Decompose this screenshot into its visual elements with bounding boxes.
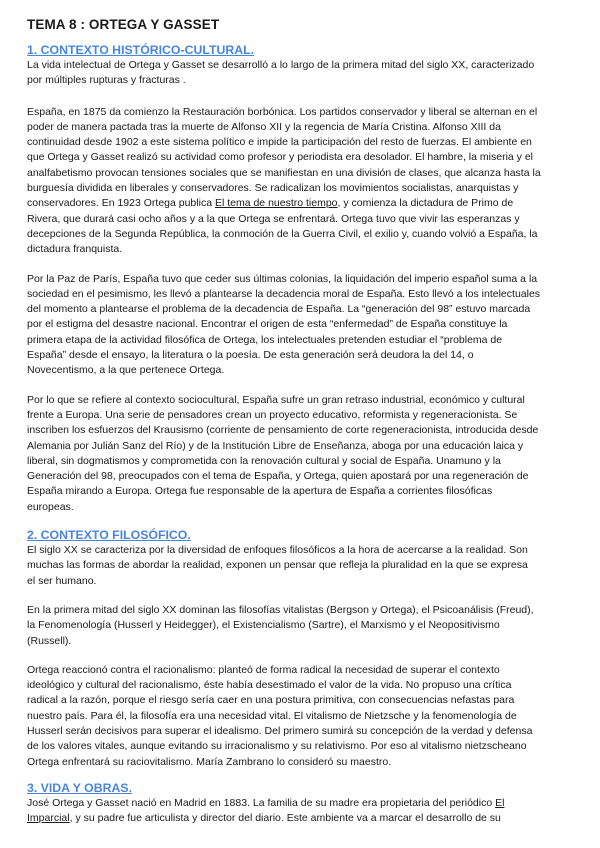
- newspaper-title-el-imparcial: El Imparcial: [27, 796, 505, 825]
- book-title-el-tema-de-nuestro-tiempo: El tema de nuestro tiempo: [214, 197, 338, 210]
- paragraph-siglo-xx: El siglo XX se caracteriza por la diversidad de enfoques filosóficos a la hora de acercarse a la realidad. Son muchas las formas de abordar la realidad, exponen un pensar que refleja la pluralidad en la que se expresa el ser humano.: [27, 544, 528, 587]
- paragraph-vida-after: , y su padre fue articulista y director del diario. Este ambiente va a marcar el desarrollo de su: [69, 812, 501, 825]
- section-heading-contexto-filosofico: 2. CONTEXTO FILOSÓFICO.: [27, 528, 191, 543]
- paragraph-racionalismo: Ortega reaccionó contra el racionalismo: planteó de forma radical la necesidad de superar el contexto ideológico y cultural del racionalismo, éste había desestimado el valor de la vida. No propuso una crítica radical a la razón, porque el riesgo sería caer en una postura primitiva, con consecuencias nefastas para nuestro país. Para él, la filosofía era una necesidad vital. El vitalismo de Nietzsche y la fenomenología de Husserl serán decisivos para superar el idealismo. Del primero sumirá su concepción de la verdad y defensa de los valores vitales, aunque evitando su irracionalismo y su relativismo. Por eso al vitalismo nietzscheano Ortega enfrentará su raciovitalismo. María Zambrano lo consideró su maestro.: [27, 663, 533, 768]
- paragraph-intro: La vida intelectual de Ortega y Gasset se desarrolló a lo largo de la primera mitad del siglo XX, caracterizado por múltiples rupturas y fracturas .: [27, 59, 535, 87]
- paragraph-vida: [27, 796, 575, 827]
- paragraph-restauracion-before: España, en 1875 da comienzo la Restauración borbónica. Los partidos conservador y liberal se alternan en el poder de manera pactada tras la muerte de Alfonso XII y la regencia de María Cristina. Alfonso XIII da continuidad desde 1902 a este sistema político e impide la participación del resto de fuerzas. El ambiente en que Ortega y Gasset realizó su actividad como profesor y periodista era desolador. El hambre, la miseria y el analfabetismo provocan tensiones sociales que se manifiestan en una división de clases, que alcanza hasta la burguesía dividida en liberales y conservadores. Se radicalizan los movimientos socialistas, anarquistas y conservadores. En 1923 Ortega publica: [27, 105, 541, 210]
- paragraph-paz-de-paris: Por la Paz de París, España tuvo que ceder sus últimas colonias, la liquidación del imperio español suma a la sociedad en el pesimismo, les llevó a plantearse la decadencia moral de España. Esto llevó a los intelectuales del momento a plantearse el problema de la decadencia de España. La “generación del 98” estuvo marcada por el estigma del desastre nacional. Encontrar el origen de esta “enfermedad” de España constituye la primera etapa de la actividad filosófica de Ortega, los intelectuales pretenden estudiar el “problema de España” desde el ensayo, la literatura o la poesía. De esta generación será deudora la del 14, o Novecentismo, a la que pertenece Ortega.: [27, 272, 541, 377]
- section-heading-vida-y-obras: 3. VIDA Y OBRAS.: [27, 780, 133, 795]
- paragraph-restauracion: [27, 105, 575, 258]
- paragraph-vida-before: José Ortega y Gasset nació en Madrid en 1883. La familia de su madre era propietaria del periódico: [27, 796, 496, 809]
- document-page: [27, 17, 575, 826]
- document-title: TEMA 8 : ORTEGA Y GASSET: [27, 17, 220, 32]
- paragraph-contexto-sociocultural: Por lo que se refiere al contexto sociocultural, España sufre un gran retraso industrial, económico y cultural frente a Europa. Una serie de pensadores crean un proyecto educativo, reformista y regeneracionista. Se inscriben los esfuerzos del Krausismo (corriente de pensamiento de corte regeneracionista, introducida desde Alemania por Julián Sanz del Río) y de la Institución Libre de Enseñanza, aboga por una educación laica y liberal, sin dogmatismos y comprometida con la renovación cultural y social de España. Unamuno y la Generación del 98, preocupados con el tema de España, y Ortega, quien apostará por una regeneración de España mirando a Europa. Ortega fue responsable de la apertura de España a corrientes filosóficas europeas.: [27, 393, 539, 513]
- paragraph-filosofias-vitalistas: En la primera mitad del siglo XX dominan las filosofías vitalistas (Bergson y Ortega), el Psicoanálisis (Freud), la Fenomenología (Husserl y Heidegger), el Existencialismo (Sartre), el Marxismo y el Neopositivismo (Russell).: [27, 603, 534, 647]
- paragraph-restauracion-after: , y comienza la dictadura de Primo de Rivera, que durará casi ocho años y a la que Ortega se enfrentará. Ortega tuvo que vivir las esperanzas y decepciones de la Segunda República, la conmoción de la Guerra Civil, el exilio y, cuando volvió a España, la dictadura franquista.: [27, 197, 538, 256]
- section-heading-contexto-historico: 1. CONTEXTO HISTÓRICO-CULTURAL.: [27, 43, 255, 57]
